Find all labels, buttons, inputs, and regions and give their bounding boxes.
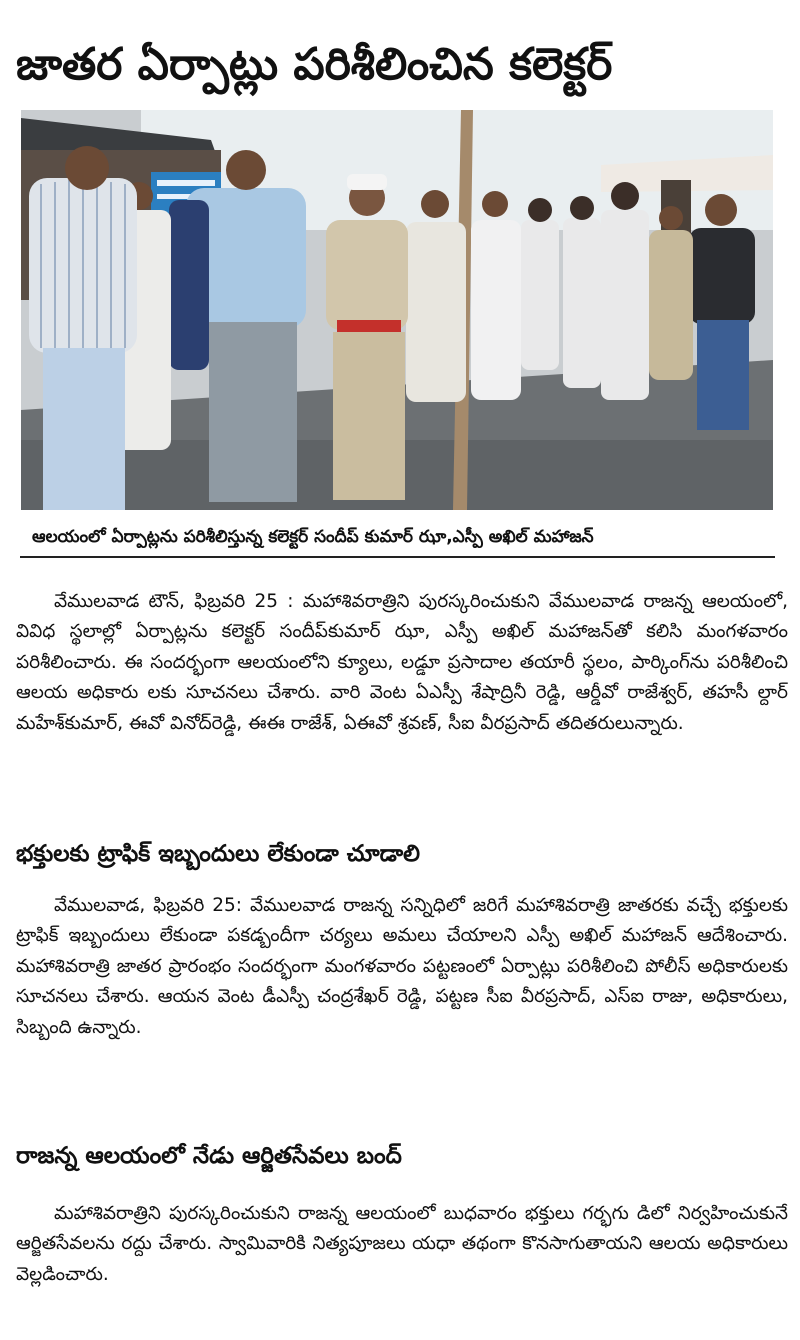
caption-divider <box>20 556 775 558</box>
article-paragraph-1: వేములవాడ టౌన్, ఫిబ్రవరి 25 : మహాశివరాత్రిని పురస్కరించుకుని వేములవాడ రాజన్న ఆలయంలో, వివిధ స్థలాల్లో ఏర్పాట్లను కలెక్టర్ సందీప్‌కుమార్ ఝా, ఎస్పీ అఖిల్ మహాజన్‌తో కలిసి మంగళవారం పరిశీలించారు. ఈ సందర్భంగా ఆలయంలోని క్యూలు, లడ్డూ ప్రసాదాల తయారీ స్థలం, పార్కింగ్‌ను పరిశీలించి ఆలయ అధికారు లకు సూచనలు చేశారు. వారి వెంట ఏఎస్పీ శేషాద్రినీ రెడ్డి, ఆర్డీవో రాజేశ్వర్, తహసీ ల్దార్ మహేశ్‌కుమార్, ఈవో వినోద్‌రెడ్డి, ఈఈ రాజేశ్, ఏఈవో శ్రవణ్, సీఐ వీరప్రసాద్ తదితరులున్నారు. <box>16 590 788 734</box>
photo-caption: ఆలయంలో ఏర్పాట్లను పరిశీలిస్తున్న కలెక్టర్ సందీప్ కుమార్ ఝా,ఎస్పీ అఖిల్ మహాజన్ <box>32 527 594 547</box>
article-paragraph-2: వేములవాడ, ఫిబ్రవరి 25: వేములవాడ రాజన్న సన్నిధిలో జరిగే మహాశివరాత్రి జాతరకు వచ్చే భక్తులకు ట్రాఫిక్ ఇబ్బందులు లేకుండా పకడ్బందీగా చర్యలు అమలు చేయాలని ఎస్పీ అఖిల్ మహాజన్ ఆదేశించారు. మహాశివరాత్రి జాతర ప్రారంభం సందర్భంగా మంగళవారం పట్టణంలో ఏర్పాట్లు పరిశీలించి పోలీస్ అధికారులకు సూచనలు చేశారు. ఆయన వెంట డీఎస్పీ చంద్రశేఖర్ రెడ్డి, పట్టణ సీఐ వీరప్రసాద్, ఎస్ఐ రాజు, అధికారులు, సిబ్బంది ఉన్నారు. <box>16 894 788 1038</box>
subheading-services: రాజన్న ఆలయంలో నేడు ఆర్జితసేవలు బంద్ <box>16 1143 402 1169</box>
subheading-traffic: భక్తులకు ట్రాఫిక్ ఇబ్బందులు లేకుండా చూడాలి <box>16 841 420 867</box>
article-paragraph-3: మహాశివరాత్రిని పురస్కరించుకుని రాజన్న ఆలయంలో బుధవారం భక్తులు గర్భగు డిలో నిర్వహించుకునే ఆర్జితసేవలను రద్దు చేశారు. స్వామివారికి నిత్యపూజలు యధా తథంగా కొనసాగుతాయని ఆలయ అధికారులు వెల్లడించారు. <box>16 1202 788 1285</box>
headline: జాతర ఏర్పాట్లు పరిశీలించిన కలెక్టర్ <box>16 39 613 90</box>
news-photo <box>21 110 773 510</box>
